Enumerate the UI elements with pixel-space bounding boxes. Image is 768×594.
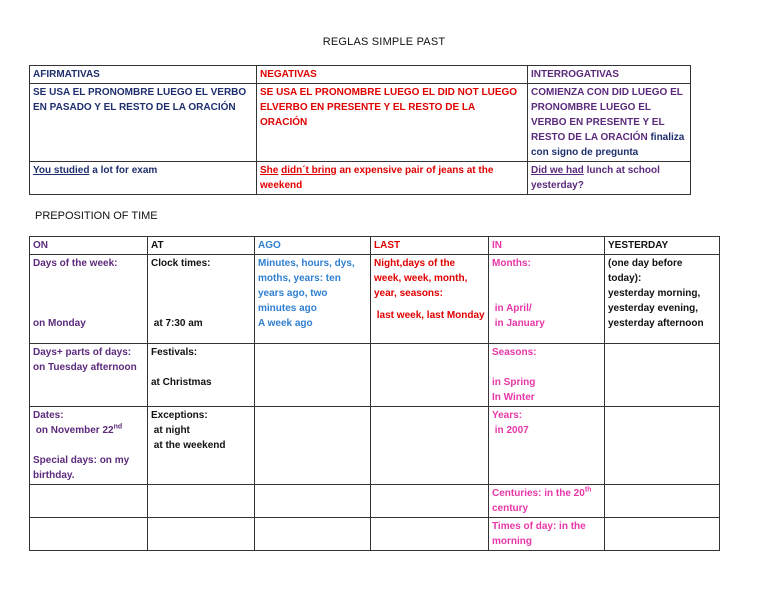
in-months-label: Months: bbox=[492, 258, 531, 269]
cell-on-dates bbox=[30, 407, 148, 485]
cell-in-centuries bbox=[489, 485, 605, 518]
at-clock-example: at 7:30 am bbox=[151, 318, 203, 329]
cell-empty bbox=[605, 518, 720, 551]
last-example: last week, last Monday bbox=[374, 310, 485, 321]
cell-last bbox=[371, 255, 489, 344]
cell-at-clock bbox=[148, 255, 255, 344]
cell-empty bbox=[371, 485, 489, 518]
in-seasons-label: Seasons: bbox=[492, 347, 537, 358]
in-months-example-1: in April/ bbox=[492, 303, 532, 314]
rule-interrogative-text: COMIENZA CON DID LUEGO EL PRONOMBRE LUEGO EL VERBO EN PRESENTE Y EL RESTO DE LA ORACIÓN bbox=[531, 87, 683, 143]
example-interrogative bbox=[528, 162, 691, 195]
section-title: PREPOSITION OF TIME bbox=[35, 210, 158, 222]
yesterday-afternoon: yesterday afternoon bbox=[608, 318, 704, 329]
cell-empty bbox=[148, 485, 255, 518]
example-affirmative-rest: a lot for exam bbox=[89, 165, 158, 176]
cell-at-festivals bbox=[148, 344, 255, 407]
cell-empty bbox=[605, 485, 720, 518]
example-interrogative-rest: lunch at school yesterday? bbox=[531, 165, 660, 191]
ago-example: A week ago bbox=[258, 318, 313, 329]
cell-ago bbox=[255, 255, 371, 344]
on-days-example: on Monday bbox=[33, 318, 86, 329]
rule-interrogative bbox=[528, 84, 691, 162]
header-last: LAST bbox=[371, 237, 489, 255]
cell-empty bbox=[605, 344, 720, 407]
in-years-label: Years: bbox=[492, 410, 523, 421]
cell-empty bbox=[371, 518, 489, 551]
cell-empty bbox=[30, 518, 148, 551]
at-festivals-label: Festivals: bbox=[151, 347, 198, 358]
example-affirmative-verb: You studied bbox=[33, 165, 90, 176]
rule-interrogative-end: finaliza con signo de pregunta bbox=[531, 132, 685, 158]
header-at: AT bbox=[148, 237, 255, 255]
yesterday-label: (one day before today): bbox=[608, 258, 683, 284]
cell-empty bbox=[371, 407, 489, 485]
in-seasons-example-1: in Spring bbox=[492, 377, 536, 388]
on-dates-label: Dates: bbox=[33, 410, 64, 421]
cell-empty bbox=[371, 344, 489, 407]
header-in: IN bbox=[489, 237, 605, 255]
on-dates-ordinal: nd bbox=[113, 423, 123, 431]
example-negative-verb: didn´t bring bbox=[281, 165, 337, 176]
at-exceptions-label: Exceptions: bbox=[151, 410, 208, 421]
in-centuries-end: century bbox=[492, 503, 529, 514]
cell-empty bbox=[255, 485, 371, 518]
example-negative-subject: She bbox=[260, 165, 279, 176]
yesterday-evening: yesterday evening, bbox=[608, 303, 699, 314]
in-centuries-ordinal: th bbox=[584, 486, 592, 494]
cell-yesterday bbox=[605, 255, 720, 344]
in-months-example-2: in January bbox=[492, 318, 545, 329]
header-on: ON bbox=[30, 237, 148, 255]
example-affirmative bbox=[30, 162, 257, 195]
ago-label: Minutes, hours, dys, moths, years: ten years ago, two minutes ago bbox=[258, 258, 355, 314]
header-negativas: NEGATIVAS bbox=[257, 66, 528, 84]
in-years-example: in 2007 bbox=[492, 425, 529, 436]
document-title: REGLAS SIMPLE PAST bbox=[322, 36, 446, 48]
rules-table bbox=[29, 65, 691, 195]
cell-in-times-of-day: Times of day: in the morning bbox=[489, 518, 605, 551]
last-label: Night,days of the week, week, month, year, seasons: bbox=[374, 258, 468, 299]
cell-in-years bbox=[489, 407, 605, 485]
cell-in-seasons bbox=[489, 344, 605, 407]
at-clock-label: Clock times: bbox=[151, 258, 211, 269]
in-seasons-example-2: In Winter bbox=[492, 392, 535, 403]
on-days-label: Days of the week: bbox=[33, 258, 118, 269]
cell-empty bbox=[255, 344, 371, 407]
cell-empty bbox=[255, 518, 371, 551]
example-interrogative-verb: Did we had bbox=[531, 165, 584, 176]
example-negative bbox=[257, 162, 528, 195]
cell-empty bbox=[605, 407, 720, 485]
rule-negative: SE USA EL PRONOMBRE LUEGO EL DID NOT LUEGO ELVERBO EN PRESENTE Y EL RESTO DE LA ORACIÓN bbox=[257, 84, 528, 162]
cell-at-exceptions bbox=[148, 407, 255, 485]
header-interrogativas: INTERROGATIVAS bbox=[528, 66, 691, 84]
at-exceptions-weekend: at the weekend bbox=[151, 440, 226, 451]
at-exceptions-night: at night bbox=[151, 425, 190, 436]
cell-empty bbox=[255, 407, 371, 485]
cell-on-days bbox=[30, 255, 148, 344]
in-centuries-text: Centuries: in the 20 bbox=[492, 488, 585, 499]
on-dates-example: on November 22 bbox=[33, 425, 114, 436]
header-yesterday: YESTERDAY bbox=[605, 237, 720, 255]
on-special-days: Special days: on my birthday. bbox=[33, 455, 130, 481]
yesterday-morning: yesterday morning, bbox=[608, 288, 701, 299]
at-festivals-example: at Christmas bbox=[151, 377, 212, 388]
rule-affirmative: SE USA EL PRONOMBRE LUEGO EL VERBO EN PASADO Y EL RESTO DE LA ORACIÓN bbox=[30, 84, 257, 162]
preposition-table bbox=[29, 236, 720, 551]
example-negative-rest: an expensive pair of jeans at the weekend bbox=[260, 165, 494, 191]
cell-on-parts-of-days: Days+ parts of days: on Tuesday afternoon bbox=[30, 344, 148, 407]
cell-in-months bbox=[489, 255, 605, 344]
cell-empty bbox=[30, 485, 148, 518]
cell-empty bbox=[148, 518, 255, 551]
header-ago: AGO bbox=[255, 237, 371, 255]
header-afirmativas: AFIRMATIVAS bbox=[30, 66, 257, 84]
